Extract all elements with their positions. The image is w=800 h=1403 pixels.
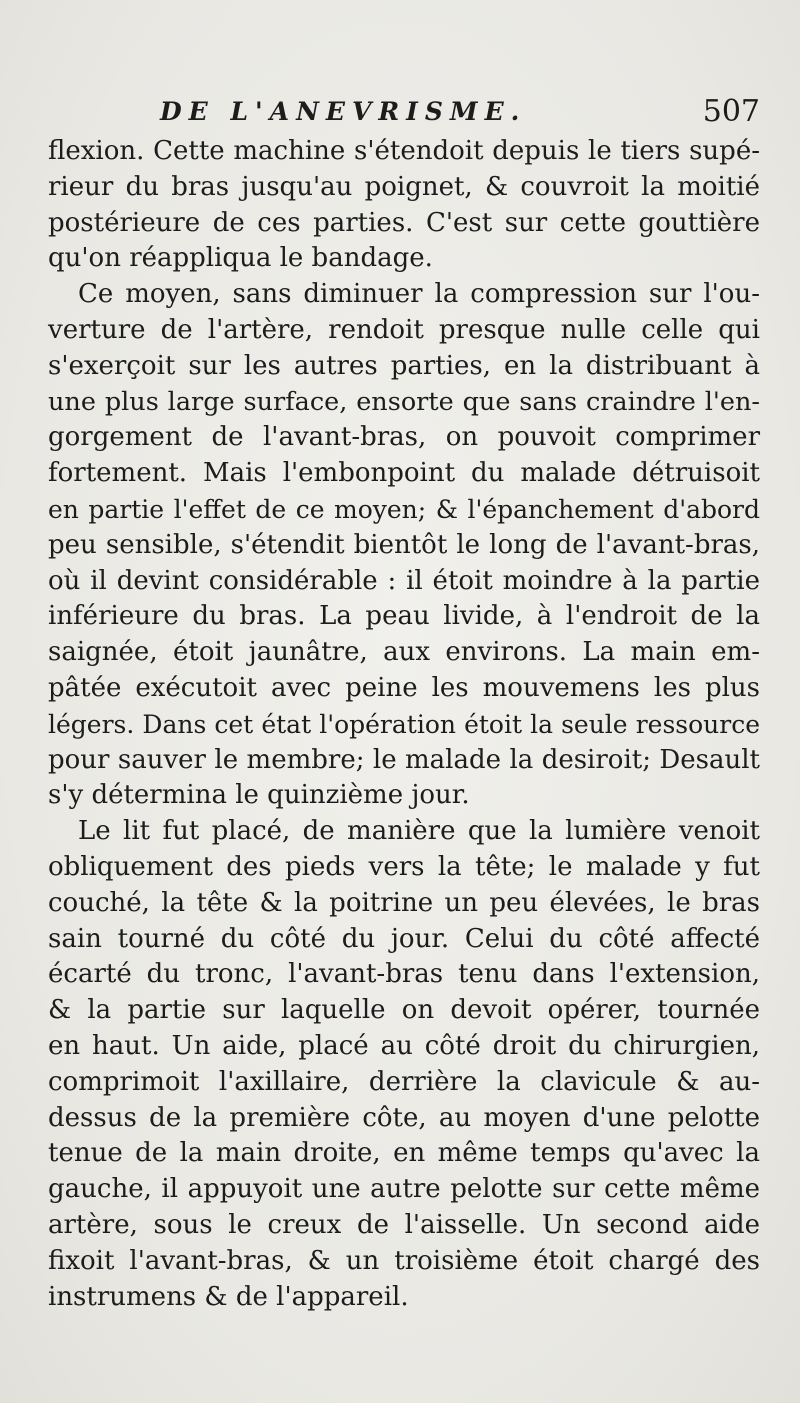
text-line: obliquement des pieds vers la tête; le malade y fut xyxy=(48,851,760,882)
text-line: inférieure du bras. La peau livide, à l'endroit de la xyxy=(48,601,760,632)
text-line: s'exerçoit sur les autres parties, en la distribuant à xyxy=(48,350,760,381)
text-line: saignée, étoit jaunâtre, aux environs. La main em- xyxy=(48,637,760,668)
text-line: postérieure de ces parties. C'est sur cette gouttière xyxy=(48,207,760,238)
text-line: s'y détermina le quinzième jour. xyxy=(48,780,470,811)
text-line: sain tourné du côté du jour. Celui du côté affecté xyxy=(48,923,760,954)
text-line: flexion. Cette machine s'étendoit depuis le tiers supé- xyxy=(48,136,760,166)
running-title: DE L'ANEVRISME. xyxy=(160,97,527,126)
text-line: qu'on réappliqua le bandage. xyxy=(48,243,433,274)
body-text xyxy=(48,134,760,1315)
text-line: légers. Dans cet état l'opération étoit la seule ressource xyxy=(48,709,760,739)
text-line: couché, la tête & la poitrine un peu élevées, le bras xyxy=(48,887,760,918)
text-line: instrumens & de l'appareil. xyxy=(48,1281,409,1312)
text-line: pour sauver le membre; le malade la desiroit; Desault xyxy=(48,744,760,775)
text-line: comprimoit l'axillaire, derrière la clavicule & au- xyxy=(48,1066,760,1097)
text-line: dessus de la première côte, au moyen d'une pelotte xyxy=(48,1102,760,1133)
text-line: verture de l'artère, rendoit presque nulle celle qui xyxy=(48,314,760,345)
text-line: artère, sous le creux de l'aisselle. Un second aide xyxy=(48,1209,760,1240)
text-line: fortement. Mais l'embonpoint du malade détruisoit xyxy=(48,458,760,489)
text-line: & la partie sur laquelle on devoit opérer, tournée xyxy=(48,995,760,1026)
text-line: écarté du tronc, l'avant-bras tenu dans l'extension, xyxy=(48,959,760,990)
text-line: en haut. Un aide, placé au côté droit du chirurgien, xyxy=(48,1030,760,1061)
page-header xyxy=(48,92,760,132)
text-line: tenue de la main droite, en même temps qu'avec la xyxy=(48,1138,760,1169)
page-number: 507 xyxy=(702,94,760,129)
text-line: rieur du bras jusqu'au poignet, & couvroit la moitié xyxy=(48,171,760,202)
text-line: où il devint considérable : il étoit moindre à la partie xyxy=(48,565,760,596)
text-line: pâtée exécutoit avec peine les mouvemens les plus xyxy=(48,672,760,703)
text-line: peu sensible, s'étendit bientôt le long de l'avant-bras, xyxy=(48,529,760,560)
text-line: une plus large surface, ensorte que sans craindre l'en- xyxy=(48,386,760,417)
text-line: fixoit l'avant-bras, & un troisième étoit chargé des xyxy=(48,1245,760,1276)
text-line: Ce moyen, sans diminuer la compression sur l'ou- xyxy=(78,279,760,310)
text-line: gorgement de l'avant-bras, on pouvoit comprimer xyxy=(48,422,760,453)
text-line: en partie l'effet de ce moyen; & l'épanchement d'abord xyxy=(48,494,760,524)
text-line: gauche, il appuyoit une autre pelotte sur cette même xyxy=(48,1174,760,1205)
text-line: Le lit fut placé, de manière que la lumière venoit xyxy=(78,816,760,847)
